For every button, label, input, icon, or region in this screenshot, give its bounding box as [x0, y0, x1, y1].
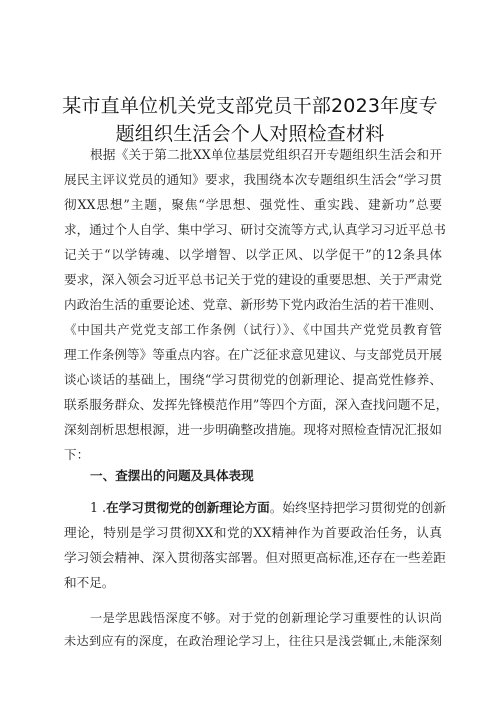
document-title-line-1: 某市直单位机关党支部党员干部2023年度专 — [62, 95, 438, 117]
intro-line-11: 联系服务群众、发挥先锋模范作用”等四个方面，深入查找问题不足， — [64, 397, 449, 412]
intro-line-8: 《中国共产党党支部工作条例（试行）》、《中国共产党党员教育管 — [64, 322, 442, 337]
para2-line-2: 未达到应有的深度，在政治理论学习上，往往只是浅尝辄止,未能深刻 — [64, 634, 442, 648]
intro-line-4: 求，通过个人自学、集中学习、研讨交流等方式,认真学习习近平总书 — [64, 222, 446, 237]
intro-line-5: 记关于“以学铸魂、以学增智、以学正风、以学促干”的12条具体 — [64, 247, 442, 262]
item1-first-line-rest: 。始终坚持把学习贯彻党的创新 — [269, 500, 447, 515]
intro-line-6: 要求，深入领会习近平总书记关于党的建设的重要思想、关于严肃党 — [64, 272, 442, 287]
intro-line-2: 展民主评议党员的通知》要求，我围绕本次专题组织生活会“学习贯 — [64, 172, 442, 187]
document-title-line-2: 题组织生活会个人对照检查材料 — [115, 123, 385, 145]
intro-line-13: 下： — [64, 447, 90, 462]
item1-line-2: 理论，特别是学习贯彻XX和党的XX精神作为首要政治任务，认真 — [64, 525, 442, 540]
intro-line-10: 谈心谈话的基础上，围绕“学习贯彻党的创新理论、提高党性修养、 — [64, 372, 442, 387]
item1-bold-lead: 在学习贯彻党的创新理论方面 — [106, 500, 270, 515]
section-heading: 一、查摆出的问题及具体表现 — [90, 468, 254, 483]
item1-number: 1 . — [90, 500, 107, 515]
item1-line-1 — [90, 495, 447, 520]
intro-line-7: 内政治生活的重要论述、党章、新形势下党内政治生活的若干准则、 — [64, 297, 442, 312]
intro-line-3: 彻XX思想”主题，聚焦“学思想、强党性、重实践、建新功”总要 — [64, 197, 442, 212]
intro-line-12: 深刻剖析思想根源，进一步明确整改措施。现将对照检查情况汇报如 — [64, 422, 442, 437]
para2-line-1: 一是学思践悟深度不够。对于党的创新理论学习重要性的认识尚 — [90, 611, 442, 625]
intro-line-1: 根据《关于第二批XX单位基层党组织召开专题组织生活会和开 — [90, 147, 442, 162]
item1-line-3: 学习领会精神、深入贯彻落实部署。但对照更高标准,还存在一些差距 — [64, 550, 446, 565]
item1-line-4: 和不足。 — [64, 575, 115, 590]
intro-line-9: 理工作条例等》等重点内容。在广泛征求意见建议、与支部党员开展 — [64, 347, 442, 362]
